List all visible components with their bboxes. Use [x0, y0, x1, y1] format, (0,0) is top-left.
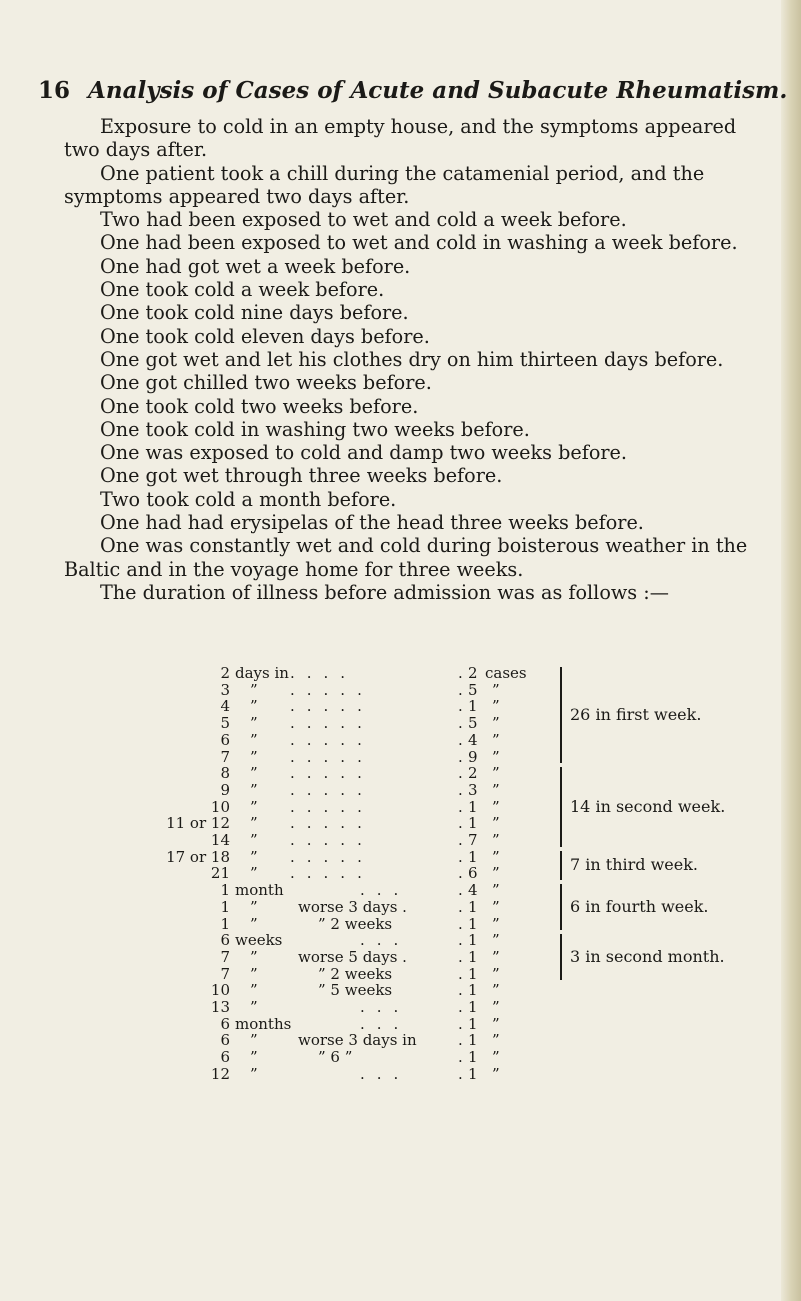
cases-label: ” — [492, 881, 500, 900]
duration-value: 6 — [220, 1014, 230, 1033]
leader-dot: . — [458, 730, 463, 749]
duration-value: 1 — [220, 914, 230, 933]
case-count: 1 — [468, 697, 478, 716]
paragraph: One got wet and let his clothes dry on him thirteen days before. — [100, 347, 724, 371]
cases-label: cases — [485, 664, 527, 682]
paragraph: One took cold nine days before. — [100, 301, 409, 325]
case-count: 1 — [468, 1048, 478, 1067]
group-total: 14 in second week. — [570, 796, 726, 816]
leader-dot: . — [458, 1048, 463, 1067]
duration-unit: weeks — [235, 931, 283, 950]
leader-dot: . — [458, 764, 463, 783]
case-count: 1 — [468, 1064, 478, 1083]
relapse-note: worse 5 days . — [298, 947, 407, 966]
case-count: 1 — [468, 931, 478, 950]
leader-dot: . — [458, 947, 463, 966]
duration-unit: ” — [250, 847, 258, 866]
paragraph: One took cold eleven days before. — [100, 324, 430, 348]
page-number: 16 — [38, 77, 71, 104]
group-brace — [560, 851, 568, 880]
leader-dots: ... — [360, 931, 411, 950]
paragraph: One took cold two weeks before. — [100, 394, 419, 418]
cases-label: ” — [492, 797, 500, 816]
cases-label: ” — [492, 847, 500, 866]
leader-dot: . — [458, 780, 463, 799]
leader-dots: ..... — [290, 714, 374, 733]
leader-dot: . — [458, 914, 463, 933]
duration-value: 1 — [220, 897, 230, 916]
leader-dots: ..... — [290, 697, 374, 716]
duration-value: 5 — [220, 714, 230, 733]
relapse-note: ” 2 weeks — [318, 914, 393, 933]
cases-label: ” — [492, 764, 500, 783]
leader-dot: . — [458, 1031, 463, 1050]
duration-unit: ” — [250, 864, 258, 883]
leader-dots: ..... — [290, 814, 374, 833]
paragraph: One got wet through three weeks before. — [100, 464, 503, 488]
duration-unit: ” — [250, 780, 258, 799]
duration-unit: ” — [250, 1064, 258, 1083]
duration-unit: ” — [250, 981, 258, 1000]
case-count: 1 — [468, 1014, 478, 1033]
group-brace — [560, 934, 568, 980]
paragraph: Exposure to cold in an empty house, and the symptoms appeared two days after. — [64, 115, 737, 162]
cases-label: ” — [492, 947, 500, 966]
leader-dot: . — [458, 981, 463, 1000]
cases-label: ” — [492, 831, 500, 849]
duration-value: 6 — [220, 1048, 230, 1067]
group-total: 7 in third week. — [570, 855, 699, 875]
duration-unit: ” — [250, 998, 258, 1016]
paragraph: Two had been exposed to wet and cold a week before. — [100, 208, 627, 232]
leader-dots: ... — [360, 881, 411, 900]
paragraph: One had got wet a week before. — [100, 254, 411, 278]
relapse-note: ” 2 weeks — [318, 964, 393, 983]
running-title: Analysis of Cases of Acute and Subacute Rheumatism. — [88, 77, 788, 104]
leader-dot: . — [458, 814, 463, 833]
cases-label: ” — [492, 814, 500, 833]
group-brace — [560, 884, 568, 930]
group-brace — [560, 667, 568, 763]
paragraph: One took cold a week before. — [100, 278, 385, 302]
leader-dots: ..... — [290, 764, 374, 783]
duration-unit: ” — [250, 747, 258, 766]
case-count: 1 — [468, 964, 478, 983]
leader-dots: ..... — [290, 831, 374, 849]
duration-unit: ” — [250, 797, 258, 816]
leader-dot: . — [458, 881, 463, 900]
duration-value: 6 — [220, 931, 230, 950]
cases-label: ” — [492, 931, 500, 950]
leader-dots: ..... — [290, 864, 374, 883]
group-total: 3 in second month. — [570, 947, 725, 967]
group-total: 6 in fourth week. — [570, 897, 709, 917]
leader-dots: ... — [360, 1064, 411, 1083]
duration-value: 9 — [220, 780, 230, 799]
cases-label: ” — [492, 780, 500, 799]
duration-unit: ” — [250, 914, 258, 933]
leader-dot: . — [458, 847, 463, 866]
case-count: 2 — [468, 764, 478, 783]
duration-value: 13 — [210, 998, 230, 1016]
duration-value: 10 — [210, 981, 230, 1000]
leader-dot: . — [458, 697, 463, 716]
duration-unit: ” — [250, 814, 258, 833]
relapse-note: ” 5 weeks — [318, 981, 393, 1000]
duration-value: 7 — [220, 964, 230, 983]
case-count: 5 — [468, 714, 478, 733]
duration-value: 12 — [210, 1064, 230, 1083]
duration-value: 14 — [210, 831, 230, 849]
duration-unit: days in — [235, 664, 289, 682]
paragraph: Two took cold a month before. — [100, 487, 397, 511]
cases-label: ” — [492, 914, 500, 933]
duration-value: 3 — [220, 680, 230, 699]
leader-dot: . — [458, 680, 463, 699]
case-count: 9 — [468, 747, 478, 766]
duration-unit: ” — [250, 1048, 258, 1067]
cases-label: ” — [492, 1048, 500, 1067]
paragraph: One was exposed to cold and damp two weeks before. — [100, 441, 628, 465]
paragraph: One had been exposed to wet and cold in washing a week before. — [100, 231, 738, 255]
relapse-note: worse 3 days . — [298, 897, 407, 916]
cases-label: ” — [492, 964, 500, 983]
duration-value: 8 — [220, 764, 230, 783]
case-count: 4 — [468, 730, 478, 749]
duration-unit: ” — [250, 714, 258, 733]
leader-dots: ..... — [290, 730, 374, 749]
paragraph: One was constantly wet and cold during boisterous weather in the Baltic and in the voyage home for three weeks. — [64, 534, 748, 581]
cases-label: ” — [492, 1064, 500, 1083]
leader-dot: . — [458, 797, 463, 816]
leader-dot: . — [458, 831, 463, 849]
leader-dot: . — [458, 897, 463, 916]
case-count: 4 — [468, 881, 478, 900]
case-count: 7 — [468, 831, 478, 849]
leader-dot: . — [458, 964, 463, 983]
case-count: 1 — [468, 947, 478, 966]
leader-dot: . — [458, 931, 463, 950]
leader-dot: . — [458, 998, 463, 1016]
duration-value: 2 — [220, 664, 230, 682]
paragraph: One took cold in washing two weeks before. — [100, 417, 530, 441]
duration-value: 17 or 18 — [166, 847, 230, 866]
leader-dot: . — [458, 747, 463, 766]
leader-dot: . — [458, 1014, 463, 1033]
duration-value: 10 — [210, 797, 230, 816]
duration-unit: ” — [250, 831, 258, 849]
duration-unit: ” — [250, 730, 258, 749]
leader-dot: . — [458, 1064, 463, 1083]
cases-label: ” — [492, 1031, 500, 1050]
leader-dots: ..... — [290, 747, 374, 766]
case-count: 3 — [468, 780, 478, 799]
duration-unit: months — [235, 1014, 292, 1033]
duration-unit: month — [235, 881, 284, 900]
duration-value: 4 — [220, 697, 230, 716]
cases-label: ” — [492, 730, 500, 749]
leader-dot: . — [458, 864, 463, 883]
leader-dot: . — [458, 664, 463, 682]
paragraph: One had had erysipelas of the head three weeks before. — [100, 511, 644, 535]
case-count: 5 — [468, 680, 478, 699]
relapse-note: ” 6 ” — [318, 1048, 353, 1067]
case-count: 1 — [468, 1031, 478, 1050]
paragraph: One patient took a chill during the catamenial period, and the symptoms appeared two days after. — [64, 161, 705, 208]
duration-unit: ” — [250, 964, 258, 983]
cases-label: ” — [492, 697, 500, 716]
cases-label: ” — [492, 897, 500, 916]
duration-unit: ” — [250, 697, 258, 716]
leader-dots: ..... — [290, 680, 374, 699]
duration-value: 7 — [220, 747, 230, 766]
duration-value: 21 — [210, 864, 230, 883]
leader-dots: ..... — [290, 847, 374, 866]
duration-value: 6 — [220, 730, 230, 749]
leader-dot: . — [458, 714, 463, 733]
case-count: 1 — [468, 981, 478, 1000]
cases-label: ” — [492, 1014, 500, 1033]
cases-label: ” — [492, 981, 500, 1000]
duration-value: 1 — [220, 881, 230, 900]
paragraph: One got chilled two weeks before. — [100, 371, 432, 395]
leader-dots: ... — [360, 998, 411, 1016]
case-count: 2 — [468, 664, 478, 682]
case-count: 1 — [468, 847, 478, 866]
case-count: 1 — [468, 797, 478, 816]
leader-dots: ..... — [290, 780, 374, 799]
duration-value: 11 or 12 — [166, 814, 230, 833]
case-count: 1 — [468, 914, 478, 933]
duration-unit: ” — [250, 1031, 258, 1050]
cases-label: ” — [492, 747, 500, 766]
case-count: 1 — [468, 814, 478, 833]
case-count: 1 — [468, 897, 478, 916]
leader-dots: ... — [360, 1014, 411, 1033]
case-count: 1 — [468, 998, 478, 1016]
duration-unit: ” — [250, 947, 258, 966]
paragraph: The duration of illness before admission was as follows :— — [100, 580, 669, 604]
duration-unit: ” — [250, 897, 258, 916]
cases-label: ” — [492, 680, 500, 699]
cases-label: ” — [492, 714, 500, 733]
duration-unit: ” — [250, 764, 258, 783]
relapse-note: worse 3 days in — [298, 1031, 417, 1050]
case-count: 6 — [468, 864, 478, 883]
leader-dots: .... — [290, 664, 358, 682]
duration-value: 6 — [220, 1031, 230, 1050]
cases-label: ” — [492, 998, 500, 1016]
duration-unit: ” — [250, 680, 258, 699]
group-brace — [560, 767, 568, 847]
group-total: 26 in first week. — [570, 705, 702, 725]
cases-label: ” — [492, 864, 500, 883]
duration-value: 7 — [220, 947, 230, 966]
leader-dots: ..... — [290, 797, 374, 816]
